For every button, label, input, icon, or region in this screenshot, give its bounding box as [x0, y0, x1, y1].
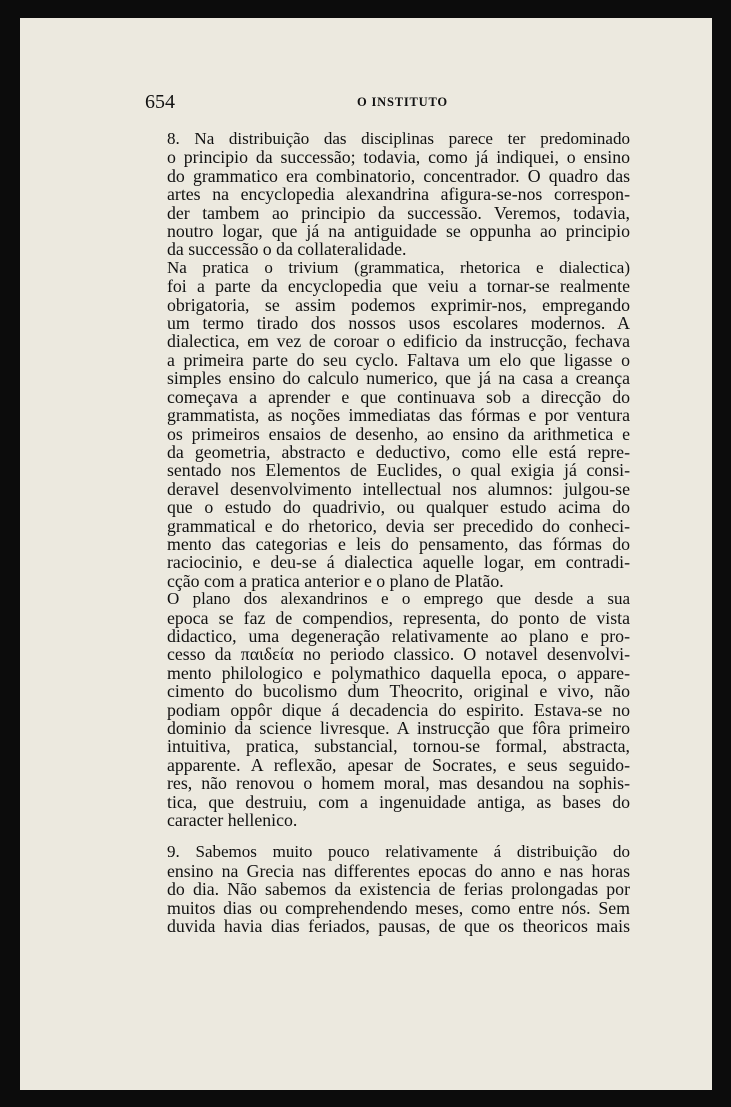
page-number: 654 [145, 91, 175, 113]
text-line: didactico, uma degeneração relativamente ao plano e pro- [167, 625, 630, 646]
text-line: 9. Sabemos muito pouco relativamente á distribuição do [167, 842, 630, 862]
text-line: do dia. Não sabemos da existencia de ferias prolongadas por [167, 879, 630, 900]
book-page [20, 18, 712, 1090]
text-line: que o estudo do quadrivio, ou qualquer estudo acima do [167, 497, 630, 518]
text-line: simples ensino do calculo numerico, que já na casa a creança [167, 368, 630, 389]
text-line: cesso da παιδεία no periodo classico. O notavel desenvolvi- [167, 644, 630, 665]
text-line: noutro logar, que já na antiguidade se oppunha ao principio [167, 221, 630, 242]
text-line: ensino na Grecia nas differentes epocas do anno e nas horas [167, 860, 630, 881]
section-gap [146, 829, 630, 843]
paragraph-alexandrinos [146, 590, 630, 829]
text-line: tica, que destruiu, com a ingenuidade antiga, as bases do [167, 791, 630, 812]
text-line: os primeiros ensaios de desenho, ao ensino da arithmetica e [167, 423, 630, 444]
paragraph-8 [146, 130, 630, 259]
running-title: O INSTITUTO [357, 95, 448, 109]
text-line: duvida havia dias feriados, pausas, de que os theoricos mais [167, 916, 630, 937]
text-line: caracter hellenico. [167, 810, 298, 831]
text-line: der tambem ao principio da successão. Veremos, todavia, [167, 202, 630, 223]
text-line: da successão o da collateralidade. [167, 239, 407, 260]
text-line: do grammatico era combinatorio, concentrador. O quadro das [167, 165, 630, 186]
text-line: muitos dias ou comprehendendo meses, como entre nós. Sem [167, 897, 630, 918]
text-line: o principio da successão; todavia, como já indiquei, o ensino [167, 147, 630, 168]
text-line: deravel desenvolvimento intellectual nos alumnos: julgou-se [167, 478, 630, 499]
text-line: começava a aprender e que continuava sob a direcção do [167, 386, 630, 407]
text-line: 8. Na distribuição das disciplinas parece ter predominado [167, 129, 630, 148]
text-line: Na pratica o trivium (grammatica, rhetorica e dialectica) [167, 257, 630, 277]
text-line: da geometria, abstracto e deductivo, como elle está repre- [167, 441, 630, 462]
text-line: obrigatoria, se assim podemos exprimir-nos, empregando [167, 294, 630, 315]
page-body [146, 130, 630, 935]
text-line: podiam oppôr dique á decadencia do espirito. Estava-se no [167, 699, 630, 720]
text-line: mento das categorias e leis do pensamento, das fórmas do [167, 533, 630, 554]
paragraph-trivium [146, 259, 630, 590]
text-line: raciocinio, e deu-se á dialectica aquelle logar, em contradi- [167, 552, 630, 573]
text-line: a primeira parte do seu cyclo. Faltava um elo que ligasse o [167, 349, 630, 370]
text-line: mento philologico e polymathico daquella epoca, o appare- [167, 662, 630, 683]
text-line: O plano dos alexandrinos e o emprego que desde a sua [167, 589, 630, 609]
text-line: dialectica, em vez de coroar o edificio da instrucção, fechava [167, 331, 630, 352]
text-line: um termo tirado dos nossos usos escolares modernos. A [167, 313, 630, 334]
text-line: foi a parte da encyclopedia que veiu a tornar-se realmente [167, 276, 630, 297]
text-line: res, não renovou o homem moral, mas desandou na sophis- [167, 773, 630, 794]
text-line: cção com a pratica anterior e o plano de Platão. [167, 570, 504, 591]
paragraph-9 [146, 843, 630, 935]
text-line: sentado nos Elementos de Euclides, o qual exigia já consi- [167, 460, 630, 481]
text-line: cimento do bucolismo dum Theocrito, original e vivo, não [167, 681, 630, 702]
text-line: grammatista, as noções immediatas das fórmas e por ventura [167, 405, 630, 426]
text-line: artes na encyclopedia alexandrina afigura-se-nos correspon- [167, 184, 630, 205]
text-line: intuitiva, pratica, substancial, tornou-se formal, abstracta, [167, 736, 630, 757]
text-line: dominio da science livresque. A instrucção que fôra primeiro [167, 718, 630, 738]
page-header [145, 91, 645, 115]
text-line: epoca se faz de compendios, representa, do ponto de vista [167, 607, 630, 628]
text-line: apparente. A reflexão, apesar de Socrates, e seus seguido- [167, 754, 630, 775]
text-line: grammatical e do rhetorico, devia ser precedido do conheci- [167, 515, 630, 536]
